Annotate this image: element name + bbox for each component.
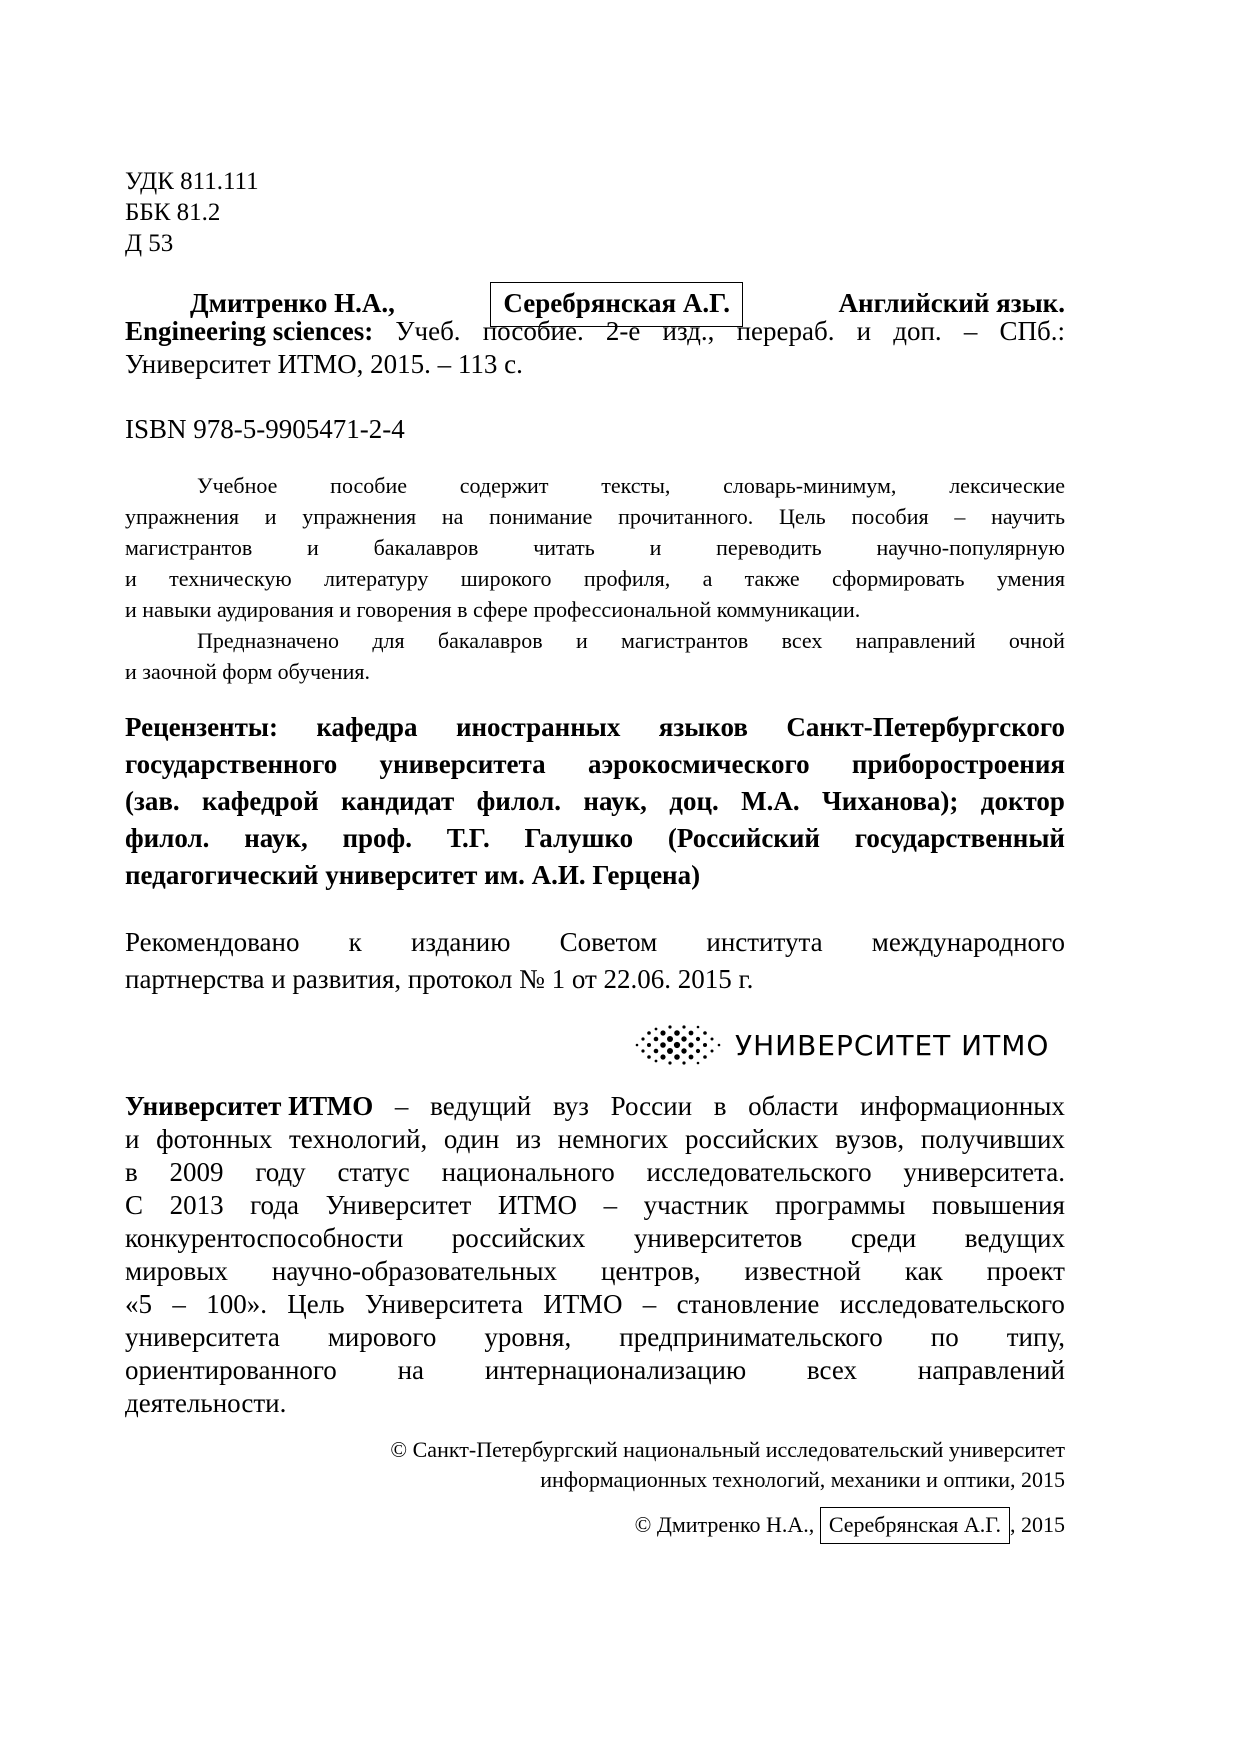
abstract-word: упражнения	[302, 504, 417, 529]
about-word: деятельности.	[125, 1388, 287, 1418]
itmo-logo-text: УНИВЕРСИТЕТ ИТМО	[735, 1028, 1050, 1062]
abstract-word: магистрантов	[125, 535, 253, 560]
abstract-word: магистрантов	[621, 628, 749, 653]
about-word: области	[748, 1091, 839, 1121]
about-word: типу,	[1006, 1322, 1065, 1352]
abstract-word: и	[307, 535, 319, 560]
about-line	[125, 1123, 1065, 1156]
copyright-authors-suffix: , 2015	[1010, 1512, 1065, 1537]
about-word: как	[904, 1256, 943, 1286]
copyright-university-line-2: информационных технологий, механики и оптики, 2015	[540, 1467, 1065, 1492]
about-word: исследовательского	[839, 1289, 1065, 1319]
about-word: мировых	[125, 1256, 228, 1286]
abstract-word: широкого	[460, 566, 552, 591]
abstract-word: и	[125, 566, 137, 591]
about-word: научно-образовательных	[271, 1256, 558, 1286]
about-word: предпринимательского	[619, 1322, 883, 1352]
about-word: –	[394, 1091, 409, 1121]
citation-author-1: Дмитренко Н.А.,	[190, 288, 395, 318]
reviewers-word: (зав.	[125, 786, 180, 816]
about-word: национального	[441, 1157, 615, 1187]
abstract-line	[125, 532, 1065, 563]
about-word: проект	[986, 1256, 1065, 1286]
about-word: года	[250, 1190, 299, 1220]
itmo-dots-logo-icon	[633, 1023, 723, 1067]
recommendation-word: Советом	[559, 927, 658, 957]
about-line	[125, 1321, 1065, 1354]
recommendation	[125, 924, 1065, 998]
about-word: С	[125, 1190, 144, 1220]
about-word: участник	[643, 1190, 749, 1220]
reviewers-word: М.А.	[741, 786, 800, 816]
about-line	[125, 1222, 1065, 1255]
abstract-word: бакалавров	[373, 535, 479, 560]
citation-word: изд.,	[662, 316, 715, 346]
abstract-word: и	[575, 628, 588, 653]
about-word: 100».	[206, 1289, 267, 1319]
citation-line-3: Университет ИТМО, 2015. – 113 с.	[125, 349, 523, 379]
abstract-line	[125, 656, 1065, 687]
citation-word: доп.	[893, 316, 942, 346]
citation-title-part-1: Английский язык.	[838, 288, 1065, 318]
about-word: университета.	[903, 1157, 1065, 1187]
about-word: –	[603, 1190, 618, 1220]
about-line	[125, 1288, 1065, 1321]
abstract-word: техническую	[169, 566, 292, 591]
citation-line-2	[125, 315, 1065, 348]
abstract	[125, 470, 1065, 687]
reviewers-word: филол.	[125, 823, 210, 853]
about-word: направлений	[917, 1355, 1065, 1385]
recommendation-word: международного	[871, 927, 1065, 957]
itmo-logo	[633, 1020, 1049, 1070]
about-word: ИТМО	[497, 1190, 578, 1220]
about-word: году	[255, 1157, 306, 1187]
about-line	[125, 1189, 1065, 1222]
reviewers	[125, 709, 1065, 894]
about-university	[125, 1090, 1065, 1420]
abstract-word: и заочной форм обучения.	[125, 659, 370, 684]
reviewers-line	[125, 857, 1065, 894]
about-word: информационных	[860, 1091, 1065, 1121]
abstract-word: читать	[533, 535, 595, 560]
abstract-line	[125, 501, 1065, 532]
abstract-word: упражнения	[125, 504, 239, 529]
reviewers-word: университета	[379, 749, 546, 779]
reviewers-word: филол.	[476, 786, 562, 816]
abstract-word: Учебное	[197, 473, 278, 498]
abstract-line	[125, 563, 1065, 594]
about-word: российских	[685, 1124, 819, 1154]
about-word: программы	[775, 1190, 906, 1220]
about-word: Университета	[364, 1289, 523, 1319]
reviewers-word: Рецензенты:	[125, 712, 278, 742]
abstract-word: на	[441, 504, 464, 529]
about-word: на	[397, 1355, 425, 1385]
recommendation-word: института	[706, 927, 823, 957]
about-line	[125, 1255, 1065, 1288]
abstract-word: направлений	[855, 628, 976, 653]
about-word: центров,	[600, 1256, 701, 1286]
about-word: ведущий	[430, 1091, 532, 1121]
abstract-word: и навыки аудирования и говорения в сфере профессиональной коммуникации.	[125, 597, 861, 622]
abstract-word: для	[372, 628, 405, 653]
reviewers-word: государственного	[125, 749, 338, 779]
citation-word: Учеб.	[395, 316, 461, 346]
abstract-word: содержит	[459, 473, 549, 498]
about-word: немногих	[557, 1124, 669, 1154]
abstract-word: также	[744, 566, 800, 591]
reviewers-word: языков	[658, 712, 748, 742]
about-word: и	[125, 1124, 140, 1154]
copyright-university	[390, 1435, 1065, 1495]
about-word: получивших	[920, 1124, 1065, 1154]
about-word: по	[930, 1322, 959, 1352]
about-line	[125, 1156, 1065, 1189]
about-word: вузов,	[835, 1124, 905, 1154]
abstract-word: а	[702, 566, 713, 591]
about-word: известной	[744, 1256, 861, 1286]
citation-author-2-boxed: Серебрянская А.Г.	[490, 282, 743, 327]
reviewers-word: доктор	[980, 786, 1065, 816]
reviewers-word: проф.	[342, 823, 412, 853]
abstract-line	[125, 625, 1065, 656]
about-word: –	[642, 1289, 657, 1319]
recommendation-line	[125, 924, 1065, 961]
about-word: исследовательского	[646, 1157, 872, 1187]
bibliographic-citation	[125, 282, 1065, 381]
abstract-word: Предназначено	[197, 628, 340, 653]
recommendation-word: Рекомендовано	[125, 927, 300, 957]
abstract-word: словарь-минимум,	[723, 473, 897, 498]
abstract-word: понимание	[489, 504, 593, 529]
citation-word: –	[963, 316, 978, 346]
about-line	[125, 1354, 1065, 1387]
bbk-code: ББК 81.2	[125, 199, 221, 226]
about-word: среди	[850, 1223, 917, 1253]
abstract-word: пособия	[851, 504, 929, 529]
classification-codes	[125, 166, 259, 259]
about-word: России	[610, 1091, 693, 1121]
citation-line-1	[125, 282, 1065, 318]
reviewers-word: государственный	[854, 823, 1065, 853]
recommendation-word: к	[348, 927, 362, 957]
reviewers-word: иностранных	[455, 712, 621, 742]
reviewers-word: доц.	[669, 786, 719, 816]
reviewers-word: аэрокосмического	[587, 749, 810, 779]
reviewers-word: Чиханова);	[821, 786, 959, 816]
recommendation-word: изданию	[410, 927, 511, 957]
about-word: фотонных	[156, 1124, 273, 1154]
about-word: всех	[806, 1355, 857, 1385]
abstract-word: –	[954, 504, 966, 529]
about-word: становление	[676, 1289, 820, 1319]
about-word: технологий,	[288, 1124, 428, 1154]
isbn: ISBN 978-5-9905471-2-4	[125, 414, 405, 444]
citation-word: пособие.	[482, 316, 584, 346]
reviewers-word: наук,	[583, 786, 647, 816]
recommendation-word: партнерства и развития, протокол № 1 от 22.06. 2015 г.	[125, 964, 754, 994]
about-word: ориентированного	[125, 1355, 337, 1385]
reviewers-word: Т.Г.	[446, 823, 490, 853]
about-word: –	[172, 1289, 186, 1319]
copyright-university-line-1: © Санкт-Петербургский национальный исследовательский университет	[390, 1437, 1065, 1462]
citation-word: и	[856, 316, 872, 346]
reviewers-word: приборостроения	[851, 749, 1065, 779]
abstract-word: литературу	[324, 566, 429, 591]
abstract-word: переводить	[716, 535, 822, 560]
about-word: 2009	[169, 1157, 224, 1187]
abstract-line	[125, 594, 1065, 625]
abstract-word: бакалавров	[437, 628, 543, 653]
recommendation-line	[125, 961, 1065, 998]
about-word: конкурентоспособности	[125, 1223, 404, 1253]
abstract-word: тексты,	[601, 473, 671, 498]
about-word: университетов	[633, 1223, 803, 1253]
reviewers-word: Санкт-Петербургского	[786, 712, 1065, 742]
reviewers-word: кандидат	[341, 786, 455, 816]
about-lead-bold: Университет ИТМО	[125, 1091, 374, 1121]
abstract-word: Цель	[779, 504, 826, 529]
reviewers-line	[125, 709, 1065, 746]
about-word: «5	[125, 1289, 152, 1319]
abstract-word: умения	[996, 566, 1065, 591]
about-word: ИТМО	[543, 1289, 623, 1319]
reviewers-word: (Российский	[667, 823, 820, 853]
citation-word: СПб.:	[999, 316, 1065, 346]
about-word: российских	[451, 1223, 586, 1253]
about-word: в	[125, 1157, 138, 1187]
about-word: мирового	[327, 1322, 437, 1352]
abstract-word: научно-популярную	[876, 535, 1065, 560]
about-word: 2013	[169, 1190, 224, 1220]
udk-code: УДК 811.111	[125, 168, 259, 195]
reviewers-word: кафедра	[316, 712, 418, 742]
abstract-word: очной	[1008, 628, 1065, 653]
about-word: статус	[337, 1157, 410, 1187]
about-word: из	[515, 1124, 542, 1154]
abstract-word: пособие	[330, 473, 407, 498]
abstract-word: всех	[781, 628, 823, 653]
reviewers-word: Галушко	[524, 823, 634, 853]
about-word: повышения	[931, 1190, 1065, 1220]
about-word: уровня,	[484, 1322, 572, 1352]
about-word: Университет	[325, 1190, 472, 1220]
reviewers-word: наук,	[244, 823, 308, 853]
about-word: в	[713, 1091, 727, 1121]
about-word: один	[443, 1124, 500, 1154]
abstract-line	[125, 470, 1065, 501]
reviewers-word: кафедрой	[202, 786, 319, 816]
citation-word: 2-е	[605, 316, 641, 346]
reviewers-line	[125, 746, 1065, 783]
about-word: ведущих	[964, 1223, 1065, 1253]
abstract-word: профиля,	[583, 566, 671, 591]
citation-word: перераб.	[736, 316, 835, 346]
abstract-word: лексические	[949, 473, 1065, 498]
reviewers-word: педагогический университет им. А.И. Герцена)	[125, 860, 701, 890]
abstract-word: научить	[991, 504, 1065, 529]
about-word: университета	[125, 1322, 280, 1352]
about-word: Цель	[287, 1289, 345, 1319]
abstract-word: сформировать	[832, 566, 965, 591]
author-sign: Д 53	[125, 230, 174, 257]
citation-title-part-2: Engineering sciences:	[125, 316, 374, 346]
abstract-word: и	[649, 535, 662, 560]
abstract-word: и	[264, 504, 277, 529]
about-line-1	[125, 1090, 1065, 1123]
about-line	[125, 1387, 1065, 1420]
copyright-authors	[635, 1510, 1065, 1540]
about-word: вуз	[552, 1091, 589, 1121]
copyright-authors-prefix: © Дмитренко Н.А.,	[634, 1512, 815, 1537]
reviewers-line	[125, 783, 1065, 820]
about-word: интернационализацию	[484, 1355, 747, 1385]
copyright-author-boxed: Серебрянская А.Г.	[820, 1507, 1010, 1544]
abstract-word: прочитанного.	[618, 504, 754, 529]
reviewers-line	[125, 820, 1065, 857]
